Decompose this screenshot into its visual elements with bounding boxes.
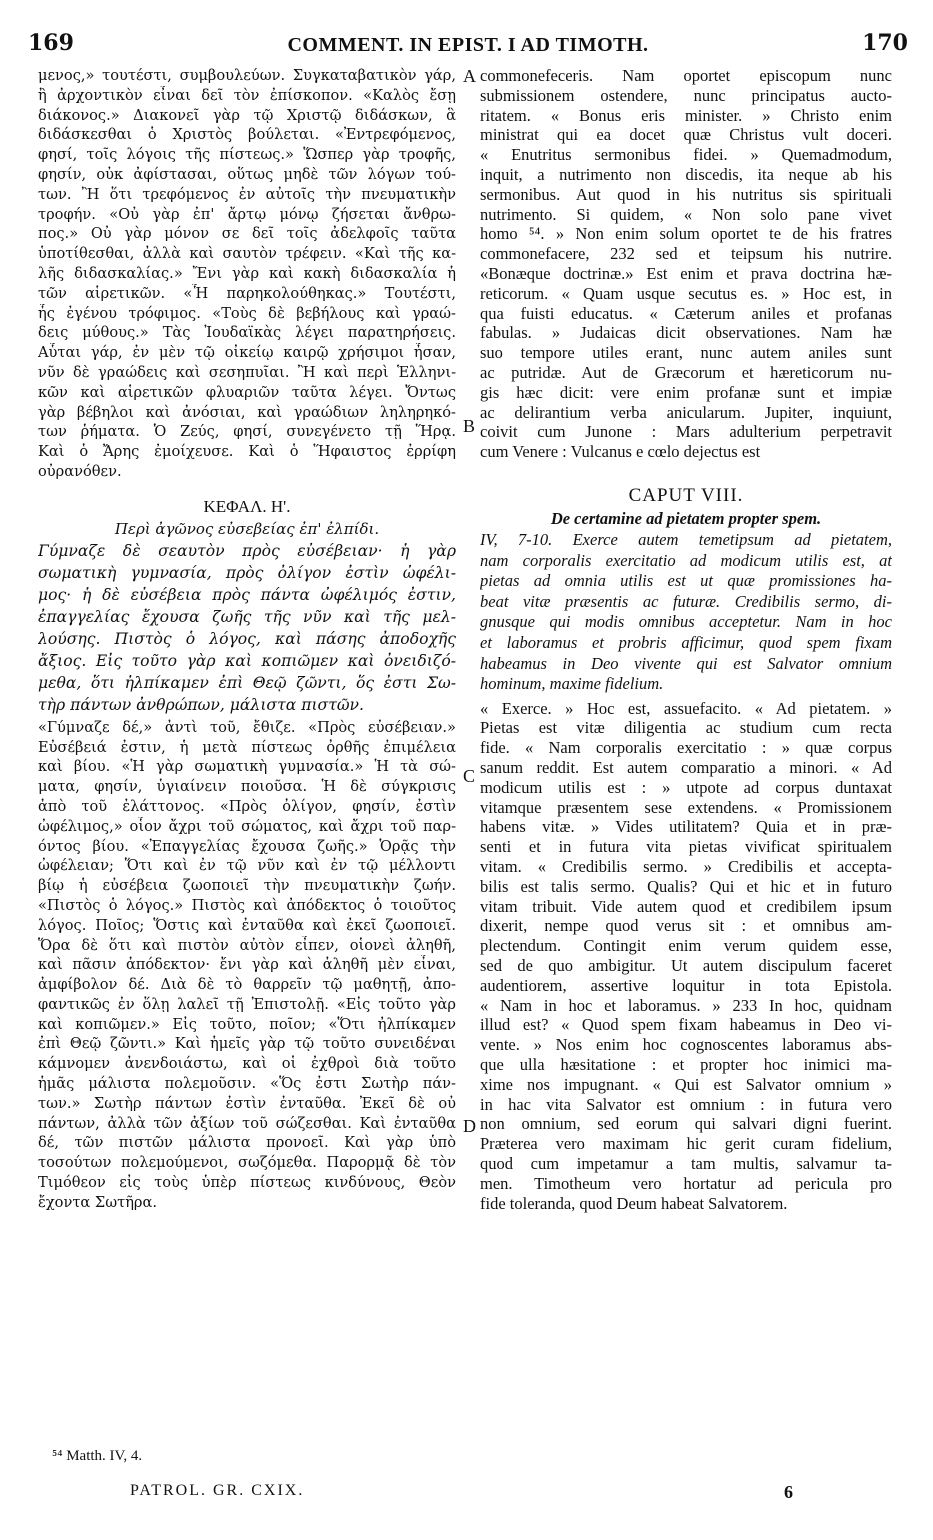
text-line: διάκονος.» Διακονεῖ γὰρ τῷ Χριστῷ διδάσκων, ἃ [38, 106, 456, 124]
text-line: nutrimento. Si quidem, « Non solo pane vivet [480, 204, 892, 224]
text-line: men. Timotheum vero hortatur ad pericula pro [480, 1173, 892, 1193]
text-line: καὶ βίου. «Ἡ γὰρ σωματικὴ γυμνασία.» Ἡ τὰ σώ- [38, 758, 456, 776]
text-line: habens vitæ. » Vides utilitatem? Quia et in præ- [480, 817, 892, 837]
text-line: vitam tribuit. Vide autem quod et credibilem ipsum [480, 896, 892, 916]
text-line: ἡμᾶς μάλιστα πολεμοῦσιν. «Ὅς ἐστι Σωτὴρ πάν- [38, 1075, 456, 1093]
text-line: « Nam in hoc et laboramus. » 233 In hoc, quidnam [480, 995, 892, 1015]
text-line: sed de quo ambigitur. Ut autem discipulum faceret [480, 956, 892, 976]
text-line: κῶν καὶ αἱρετικῶν φλυαριῶν ταῦτα λέγει. Ὄντως [38, 383, 456, 401]
text-line: sermonibus. Aut quod in his nutritus sis spirituali [480, 184, 892, 204]
text-line: « Exerce. » Hoc est, assuefacito. « Ad pietatem. » [480, 698, 892, 718]
text-line: IV, 7-10. Exerce autem temetipsum ad pietatem, [480, 529, 892, 549]
text-line: φαντικῶς ἐν ὅλῃ λαλεῖ τῇ Ἐπιστολῇ. «Εἰς τοῦτο γὰρ [38, 995, 456, 1013]
text-line: in hac vita Salvator est omnium : in futura vero [480, 1094, 892, 1114]
text-line: fide toleranda, quod Deum habeat Salvatorem. [480, 1193, 788, 1213]
text-line: xime nos impugnant. « Qui est Salvator omnium » [480, 1074, 892, 1094]
text-line: των ῥήματα. Ὁ Ζεύς, φησί, συνεγένετο τῇ Ἥρᾳ. [38, 423, 456, 441]
text-line: beat vitæ præsentis ac futuræ. Credibilis sermo, di- [480, 591, 892, 611]
text-line: habeamus in Deo vivente qui est Salvator omnium [480, 653, 892, 673]
text-line: τοσούτων πολεμούμενοι, σωζόμεθα. Παρορμᾷ δὲ τὸν [38, 1154, 456, 1172]
latin-top-text [480, 66, 892, 462]
text-line: quod cum impetamur a tam multis, salvamur ta- [480, 1154, 892, 1174]
page-number-left: 169 [28, 30, 74, 56]
text-line: «Γύμναζε δέ,» ἀντὶ τοῦ, ἔθιζε. «Πρὸς εὐσέβειαν.» [38, 718, 456, 736]
text-line: hominum, maxime fidelium. [480, 674, 664, 694]
text-line: vitam. « Credibilis sermo. » Credibilis et accepta- [480, 857, 892, 877]
text-line: των. Ἢ ὅτι τρεφόμενος ἐν αὐτοῖς τὴν πνευματικὴν [38, 185, 456, 203]
text-line: audentiorem, assertive loquitur in tota Epistola. [480, 975, 892, 995]
text-line: κάμνομεν ἀνενδοιάστω, καὶ οἱ ἐχθροὶ διὰ τοῦτο [38, 1055, 456, 1073]
text-line: Καὶ ὁ Ἄρης ἐμοίχευσε. Καὶ ὁ Ἥφαιστος ἐρρίφη [38, 443, 456, 461]
text-line: ἔχοντα Σωτῆρα. [38, 1193, 158, 1211]
text-line: φησί, τοῖς λόγοις τῆς πίστεως.» Ὥσπερ γὰρ τροφῆς, [38, 146, 456, 164]
text-line: commonefeceris. Nam oportet episcopum nunc [480, 66, 892, 85]
text-line: ματα, φησίν, ὑγιαίνειν ποιοῦσα. Ἡ δὲ σύγκρισις [38, 778, 456, 796]
text-line: Γύμναζε δὲ σεαυτὸν πρὸς εὐσέβειαν· ἡ γὰρ [38, 541, 456, 560]
text-line: suo tempore utiles erant, nunc autem aniles sunt [480, 343, 892, 363]
margin-marker-c: C [463, 766, 476, 786]
greek-commentary-text [38, 718, 456, 1213]
text-line: «Bonæque doctrinæ.» Est enim et prava doctrina hæ- [480, 263, 892, 283]
text-line: bilis est talis sermo. Qualis? Qui et hic et in futuro [480, 876, 892, 896]
text-line: ὑποτίθεσθαι, ἀλλὰ καὶ σαυτὸν τρέφειν. «Καὶ τῆς κα- [38, 245, 456, 263]
text-line: λῆς διδασκαλίας.» Ἔνι γὰρ καὶ κακὴ διδασκαλία ἡ [38, 264, 456, 282]
text-line: δέ, τῶν πιστῶν μάλιστα προνοεῖ. Καὶ γὰρ ὑπὸ [38, 1134, 456, 1152]
text-line: ἐπαγγελίας ἔχουσα ζωῆς τῆς νῦν καὶ τῆς μελ- [38, 607, 456, 626]
latin-column [480, 66, 892, 1213]
text-line: non omnium, sed eorum qui salvari digni fuerint. [480, 1114, 892, 1134]
text-line: καὶ κοπιῶμεν.» Εἰς τοῦτο, ποῖον; «Ὅτι ἠλπίκαμεν [38, 1015, 456, 1033]
text-line: dixerit, nempe quod verus sit : et omnibus am- [480, 916, 892, 936]
text-line: Εὐσέβειά ἐστιν, ἡ μετὰ πίστεως ὀρθῆς ἐπιμέλεια [38, 738, 456, 756]
text-line: πάντων, ἀλλὰ τῶν ἀξίων τοῦ σώζεσθαι. Καὶ ἐνταῦθα [38, 1114, 456, 1132]
text-line: vente. » Nos enim hoc cognoscentes laboramus abs- [480, 1035, 892, 1055]
text-line: δεις μύθους.» Τὰς Ἰουδαϊκὰς λέγει παρατηρήσεις. [38, 324, 456, 342]
text-line: ὠφέλειαν; Ὅτι καὶ ἐν τῷ νῦν καὶ ἐν τῷ μέλλοντι [38, 857, 456, 875]
text-line: βίῳ ἡ εὐσέβεια ζωοποιεῖ τὴν πνευματικὴν ζωήν. [38, 877, 456, 895]
text-line: γὰρ βέβηλοι καὶ ἀνόσιαι, καὶ γραώδιων ληληρηκό- [38, 403, 456, 421]
greek-chapter-heading: ΚΕΦΑΛ. Η'. [203, 496, 291, 516]
text-line: διδάσκεσθαι ὁ Χριστὸς βούλεται. «Ἐντρεφόμενος, [38, 126, 456, 144]
text-line: των.» Σωτὴρ πάντων ἐστὶν ἐνταῦθα. Ἐκεῖ δὲ οὐ [38, 1094, 456, 1112]
text-line: ἧς ἐγένου τρόφιμος. «Τοὺς δὲ βεβήλους καὶ γραώ- [38, 304, 456, 322]
text-line: ac delirantium verba anicularum. Jupiter, inquiunt, [480, 402, 892, 422]
footnote: ⁵⁴ Matth. IV, 4. [52, 1448, 143, 1464]
text-line: Pietas est vitæ diligentia ac studium cum recta [480, 718, 892, 738]
text-line: gis hæc dicit: vere enim profanæ sunt et impiæ [480, 382, 892, 402]
text-line: illud est? « Quod spem fixam habeamus in Deo vi- [480, 1015, 892, 1035]
text-line: λούσης. Πιστὸς ὁ λόγος, καὶ πάσης ἀποδοχῆς [38, 629, 456, 648]
text-line: σωματικὴ γυμνασία, πρὸς ὀλίγον ἐστὶν ὠφέλι- [38, 563, 456, 582]
text-line: ὠφέλιμος,» οἷον ἄχρι τοῦ σώματος, καὶ ἄχρι τοῦ παρ- [38, 817, 456, 835]
text-line: πος.» Οὐ γὰρ μόνον σε δεῖ τοῖς ἀδελφοῖς ταῦτα [38, 225, 456, 243]
text-line: homo ⁵⁴. » Non enim solum oportet te de his fratres [480, 224, 892, 244]
text-line: qua fuisti educatus. « Cæterum aniles et profanas [480, 303, 892, 323]
text-line: φησίν, οὐκ ἀφίστασαι, οὕτως μηδὲ τῶν λόγων τού- [38, 165, 456, 183]
margin-marker-a: A [463, 66, 476, 86]
margin-marker-b: B [463, 416, 476, 436]
text-line: ac putridæ. Aut de Græcorum et hæreticorum nu- [480, 362, 892, 382]
text-line: fabulas. » Judaicas dicit observationes. Nam hæ [480, 323, 892, 343]
text-line: coivit cum Junone : Mars adulterium perpetravit [480, 422, 892, 442]
text-line: Τιμόθεον εἰς τοὺς ὑπὲρ πίστεως κινδύνους, Θεὸν [38, 1174, 456, 1192]
text-line: ritatem. « Bonus eris minister. » Christo enim [480, 105, 892, 125]
text-line: τῶν αἱρετικῶν. «Ἧ παρηκολούθηκας.» Τουτέστι, [38, 284, 456, 302]
text-line: modicum utilis est : » utpote ad corpus duntaxat [480, 777, 892, 797]
text-line: cum Venere : Vulcanus e cœlo dejectus est [480, 442, 761, 462]
text-line: ἄξιος. Εἰς τοῦτο γὰρ καὶ κοπιῶμεν καὶ ὀνειδιζό- [38, 651, 456, 670]
text-line: ἢ ἀρχοντικὸν εἶναι δεῖ τὸν ἐπίσκοπον. «Καλὸς ἔσῃ [38, 86, 456, 104]
text-line: μενος,» τουτέστι, συμβουλεύων. Συγκαταβατικὸν γάρ, [38, 67, 456, 84]
text-line: όντος βίου. «Ἐπαγγελίας ἔχουσα ζωῆς.» Ὁρᾷς τὴν [38, 837, 456, 855]
text-line: sanum reddit. Est autem comparatio a minori. « Ad [480, 758, 892, 778]
page-header [28, 30, 908, 64]
text-line: gnusque qui modis omnibus acceptetur. Nam in hoc [480, 612, 892, 632]
text-line: et laboramus et probris afficimur, quod spem fixam [480, 632, 892, 652]
text-line: nam corporalis exercitatio ad modicum utilis est, at [480, 550, 892, 570]
text-line: ἐπὶ Θεῷ ζῶντι.» Καὶ ἡμεῖς γὰρ τῷ τοῦτο συνειδέναι [38, 1035, 456, 1053]
margin-marker-d: D [463, 1116, 476, 1136]
greek-top-text [38, 66, 456, 482]
text-line: ministrat qui ea docet quæ Christus vult doceri. [480, 125, 892, 145]
latin-chapter-heading: CAPUT VIII. [628, 484, 744, 506]
text-line: vitamque præsentem sese extendens. « Promissionem [480, 797, 892, 817]
text-line: καὶ πᾶσιν ἀπόδεκτον· ἔνι γὰρ καὶ ἀληθῆ μὲν εἶναι, [38, 956, 456, 974]
text-line: pietas ad omnia utilis est ut quæ promissiones ha- [480, 571, 892, 591]
text-line: ἀμφίβολον δέ. Διὰ δὲ τὸ θαρρεῖν τῷ μαθητῇ, ἀπο- [38, 976, 456, 994]
text-line: ἀπὸ τοῦ ἐλάττονος. «Πρὸς ὀλίγον, φησίν, ἐστὶν [38, 797, 456, 815]
text-line: « Enutritus sermonibus fidei. » Quemadmodum, [480, 145, 892, 165]
text-line: Præterea vero maximam hic gerit curam fidelium, [480, 1134, 892, 1154]
text-line: νῦν δὲ γραώδεις καὶ σεσηπυῖαι. Ἢ καὶ περὶ Ἑλληνι- [38, 363, 456, 381]
latin-scripture-text [480, 530, 892, 695]
sheet-number: 6 [784, 1482, 793, 1502]
text-line: commonefacere, 232 sed et teipsum his nutrire. [480, 244, 892, 264]
text-line: inquit, a nutrimento non discedis, ita neque ab his [480, 164, 892, 184]
latin-commentary-text [480, 699, 892, 1214]
text-line: Αὗται γάρ, ἐν μὲν τῷ οἰκείῳ καιρῷ χρήσιμοι ἦσαν, [38, 344, 456, 362]
text-line: «Πιστὸς ὁ λόγος.» Πιστὸς καὶ ἀπόδεκτος ὁ τοιοῦτος [38, 896, 456, 914]
text-line: τροφήν. «Οὐ γὰρ ἐπ' ἄρτῳ μόνῳ ζήσεται ἄνθρω- [38, 205, 456, 223]
greek-chapter-subheading: Περὶ ἀγῶνος εὐσεβείας ἐπ' ἐλπίδι. [114, 519, 380, 538]
text-line: reticorum. « Quam usque secutus es. » Hoc est, in [480, 283, 892, 303]
text-line: μεθα, ὅτι ἠλπίκαμεν ἐπὶ Θεῷ ζῶντι, ὅς ἐστι Σω- [38, 673, 456, 692]
greek-scripture-text [38, 540, 456, 716]
text-line: submissionem ostendere, nunc principatus aucto- [480, 85, 892, 105]
running-title: COMMENT. IN EPIST. I AD TIMOTH. [287, 34, 649, 56]
text-line: μος· ἡ δὲ εὐσέβεια πρὸς πάντα ὠφέλιμός ἐστιν, [38, 585, 456, 604]
text-line: plectendum. Contingit enim verum quidem esse, [480, 936, 892, 956]
text-line: senti et in futura vita pietas vivificat spiritualem [480, 837, 892, 857]
text-line: οὐρανόθεν. [38, 462, 122, 480]
text-line: que ulla hæsitatione : et propter hoc inimici ma- [480, 1055, 892, 1075]
printer-signature: PATROL. GR. CXIX. [130, 1482, 305, 1499]
latin-chapter-subheading: De certamine ad pietatem propter spem. [550, 508, 822, 528]
text-line: τὴρ πάντων ἀνθρώπων, μάλιστα πιστῶν. [38, 695, 364, 714]
text-line: fide. « Nam corporalis exercitatio : » quæ corpus [480, 738, 892, 758]
text-line: Ὅρα δὲ ὅτι καὶ πιστὸν αὐτὸν εἶπεν, οἱονεὶ ἀληθῆ, [38, 936, 456, 954]
page-number-right: 170 [862, 30, 908, 56]
text-line: λόγος. Ποῖος; Ὅστις καὶ ἐνταῦθα καὶ ἐκεῖ ζωοποιεῖ. [38, 916, 456, 934]
greek-column [38, 66, 456, 1213]
